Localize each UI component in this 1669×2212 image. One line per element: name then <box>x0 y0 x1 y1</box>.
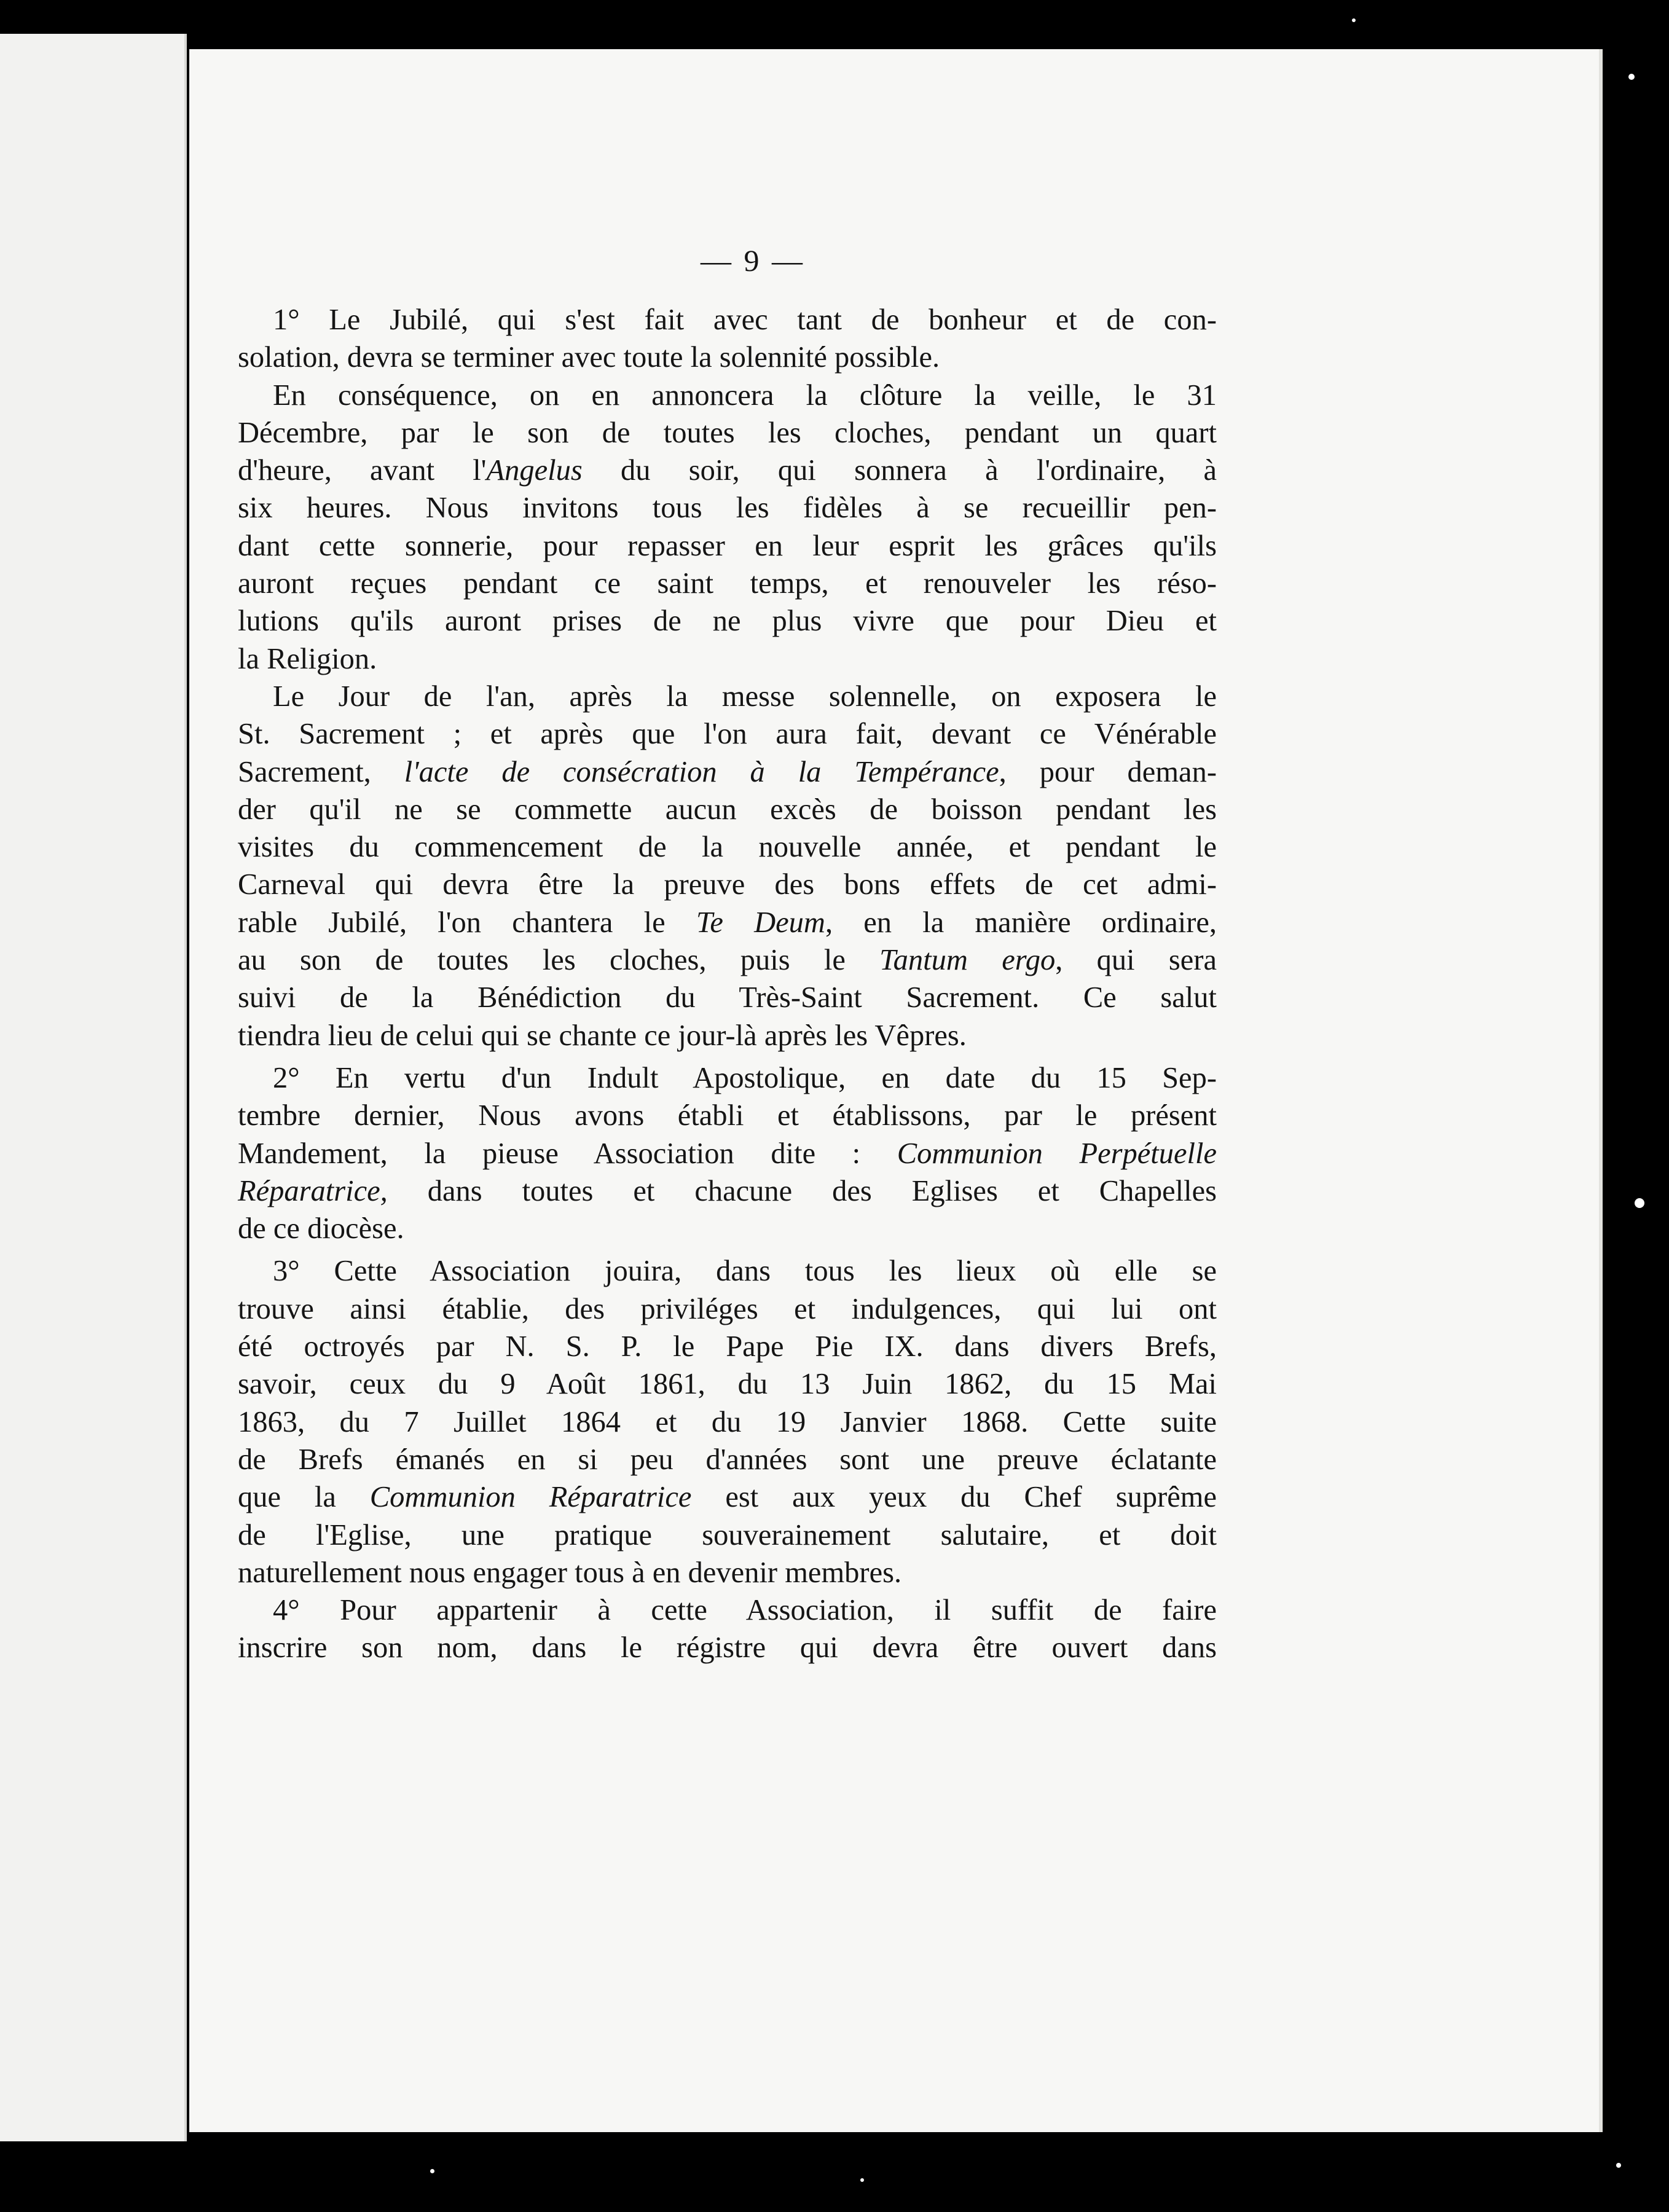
text-line: 4° Pour appartenir à cette Association, il suffit de faire <box>273 1594 1217 1627</box>
text-line: 1863, du 7 Juillet 1864 et du 19 Janvier 1868. Cette suite <box>238 1405 1217 1438</box>
text-line: Décembre, par le son de toutes les cloches, pendant un quart <box>238 416 1217 449</box>
text-line: naturellement nous engager tous à en devenir membres. <box>238 1556 902 1589</box>
text-line: lutions qu'ils auront prises de ne plus vivre que pour Dieu et <box>238 605 1217 638</box>
text-line: Sacrement, l'acte de consécration à la Tempérance, pour deman- <box>238 755 1217 788</box>
text-line: solation, devra se terminer avec toute la solennité possible. <box>238 341 940 374</box>
text-line: 1° Le Jubilé, qui s'est fait avec tant de bonheur et de con- <box>273 304 1217 336</box>
text-line: Carneval qui devra être la preuve des bons effets de cet admi- <box>238 868 1217 901</box>
text-line: que la Communion Réparatrice est aux yeux du Chef suprême <box>238 1481 1217 1514</box>
text-line: de Brefs émanés en si peu d'années sont une preuve éclatante <box>238 1443 1217 1476</box>
text-line: St. Sacrement ; et après que l'on aura fait, devant ce Vénérable <box>238 718 1217 751</box>
text-line: six heures. Nous invitons tous les fidèles à se recueillir pen- <box>238 492 1217 525</box>
facing-page-edge <box>0 34 187 2141</box>
scan-speck <box>860 2178 864 2182</box>
text-line: inscrire son nom, dans le régistre qui devra être ouvert dans <box>238 1631 1217 1665</box>
scan-speck <box>1628 74 1635 80</box>
paragraph-2 <box>203 377 1217 678</box>
paragraph-3 <box>203 678 1217 1054</box>
text-line: der qu'il ne se commette aucun excès de boisson pendant les <box>238 793 1217 826</box>
text-line: Mandement, la pieuse Association dite : Communion Perpétuelle <box>238 1137 1217 1170</box>
text-line: rable Jubilé, l'on chantera le Te Deum, en la manière ordinaire, <box>238 906 1217 939</box>
scan-speck <box>1635 1198 1644 1208</box>
text-line: Le Jour de l'an, après la messe solennelle, on exposera le <box>273 680 1217 713</box>
text-line: visites du commencement de la nouvelle année, et pendant le <box>238 831 1217 864</box>
page-number: — 9 — <box>701 243 805 278</box>
text-line: de l'Eglise, une pratique souverainement salutaire, et doit <box>238 1518 1217 1551</box>
paragraph-1 <box>203 301 1217 377</box>
text-line: suivi de la Bénédiction du Très-Saint Sacrement. Ce salut <box>238 981 1217 1014</box>
text-line: dant cette sonnerie, pour repasser en leur esprit les grâces qu'ils <box>238 529 1217 562</box>
text-line: tiendra lieu de celui qui se chante ce jour-là après les Vêpres. <box>238 1019 967 1052</box>
text-line: 3° Cette Association jouira, dans tous les lieux où elle se <box>273 1255 1217 1288</box>
scan-speck <box>1352 18 1356 22</box>
text-line: 2° En vertu d'un Indult Apostolique, en date du 15 Sep- <box>273 1061 1217 1094</box>
body-text <box>203 301 1217 1667</box>
paragraph-5 <box>203 1252 1217 1591</box>
scan-speck <box>1616 2163 1621 2168</box>
text-line: auront reçues pendant ce saint temps, et renouveler les réso- <box>238 567 1217 600</box>
text-line: tembre dernier, Nous avons établi et établissons, par le présent <box>238 1099 1217 1132</box>
text-line: savoir, ceux du 9 Août 1861, du 13 Juin 1862, du 15 Mai <box>238 1368 1217 1401</box>
paragraph-4 <box>203 1059 1217 1247</box>
text-line: la Religion. <box>238 642 377 675</box>
text-line: Réparatrice, dans toutes et chacune des Eglises et Chapelles <box>238 1174 1217 1207</box>
text-line: En conséquence, on en annoncera la clôture la veille, le 31 <box>273 378 1217 412</box>
text-line: d'heure, avant l'Angelus du soir, qui sonnera à l'ordinaire, à <box>238 454 1217 487</box>
paragraph-6 <box>203 1591 1217 1667</box>
text-line: trouve ainsi établie, des priviléges et indulgences, qui lui ont <box>238 1292 1217 1325</box>
text-line: au son de toutes les cloches, puis le Tantum ergo, qui sera <box>238 944 1217 977</box>
text-line: été octroyés par N. S. P. le Pape Pie IX. dans divers Brefs, <box>238 1330 1217 1363</box>
text-line: de ce diocèse. <box>238 1212 404 1245</box>
scan-speck <box>430 2169 434 2173</box>
